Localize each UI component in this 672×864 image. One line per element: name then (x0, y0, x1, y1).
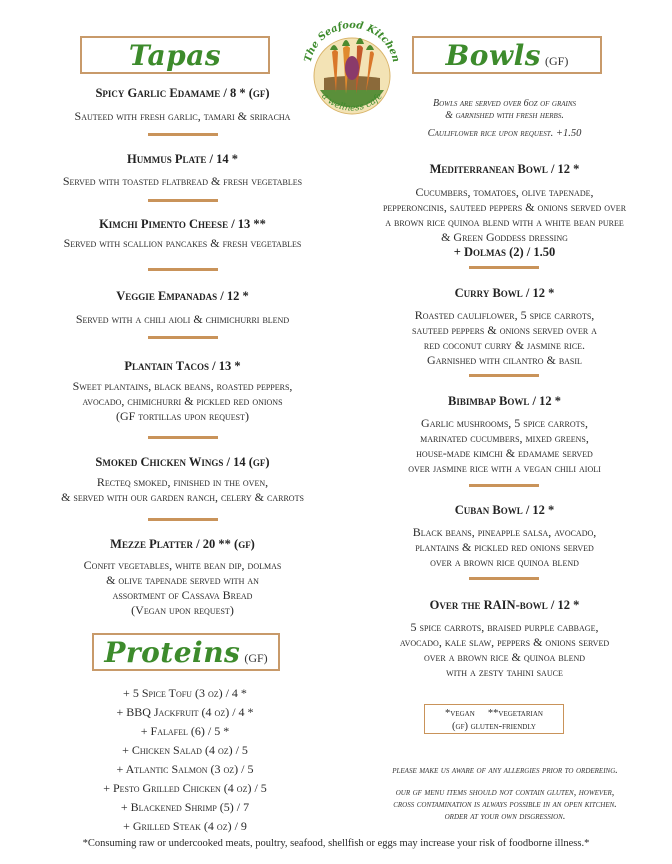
protein-item: + Grilled Steak (4 oz) / 9 (123, 819, 247, 833)
bowls-title: Bowls (445, 39, 541, 72)
item-desc-line: (GF tortillas upon request) (115, 409, 250, 423)
protein-item: + Pesto Grilled Chicken (4 oz) / 5 (103, 781, 267, 795)
divider (469, 577, 539, 580)
logo-emblem-icon (302, 18, 402, 130)
item-desc-line: house-made kimchi & edamame served (416, 446, 593, 460)
footer-disclaimer: *Consuming raw or undercooked meats, poultry, seafood, shellfish or eggs may increase your risk of foodborne illness.* (82, 838, 590, 849)
proteins-list (70, 684, 300, 836)
divider (148, 336, 218, 339)
item-desc-line: Confit vegetables, white bean dip, dolmas (83, 558, 282, 572)
allergy-note: please make us aware of any allergies prior to ordereing. (392, 765, 618, 776)
gf-note-line: order at your own disgression. (444, 811, 566, 822)
protein-item: + Falafel (6) / 5 * (140, 724, 230, 738)
item-desc-line: (Vegan upon request) (131, 603, 234, 617)
divider (148, 133, 218, 136)
protein-item: + Chicken Salad (4 oz) / 5 (122, 743, 248, 757)
item-desc-line: marinated cucumbers, mixed greens, (420, 431, 589, 445)
protein-item: + BBQ Jackfruit (4 oz) / 4 * (116, 705, 254, 719)
tapas-item-mezze (60, 537, 305, 618)
tapas-item-plantain-tacos (60, 359, 305, 424)
bowls-sub: (GF) (545, 54, 569, 68)
proteins-sub: (GF) (244, 651, 268, 665)
tapas-item-empanadas (60, 289, 305, 327)
protein-item: + Blackened Shrimp (5) / 7 (120, 800, 250, 814)
tapas-item-wings (60, 455, 305, 505)
item-desc-line: sauteed peppers & onions served over a (412, 323, 597, 337)
item-desc-line: Roasted cauliflower, 5 spice carrots, (414, 308, 595, 322)
bowl-item-mediterranean (382, 162, 627, 260)
item-desc: Served with toasted flatbread & fresh vegetables (62, 174, 303, 188)
legend-vegan: *vegan (445, 708, 475, 719)
item-desc-line: Garlic mushrooms, 5 spice carrots, (421, 416, 588, 430)
item-name: Veggie Empanadas / 12 * (116, 289, 249, 303)
divider (469, 266, 539, 269)
bowl-item-cuban (392, 503, 617, 570)
tapas-title: Tapas (128, 39, 222, 72)
item-name: Cuban Bowl / 12 * (454, 503, 555, 517)
item-desc-line: Garnished with cilantro & basil (427, 353, 582, 367)
item-desc-line: & Green Goddess dressing (441, 230, 568, 244)
item-desc-line: Cucumbers, tomatoes, olive tapenade, (415, 185, 594, 199)
item-name: Spicy Garlic Edamame / 8 * (gf) (95, 86, 270, 100)
item-desc-line: Sweet plantains, black beans, roasted peppers, (72, 379, 293, 393)
gf-note-line: cross contamination is always possible in an open kitchen. (393, 799, 617, 810)
logo-bottom-text: a wellness cafe (319, 91, 385, 114)
item-name: Hummus Plate / 14 * (127, 152, 238, 166)
tapas-header-box (80, 36, 270, 74)
item-name: Mediterranean Bowl / 12 * (429, 162, 580, 176)
item-desc: Sauteed with fresh garlic, tamari & sriracha (74, 109, 291, 123)
bowls-intro (392, 98, 617, 140)
item-name: Smoked Chicken Wings / 14 (gf) (95, 455, 270, 469)
item-desc-line: with a zesty tahini sauce (446, 665, 563, 679)
divider (148, 268, 218, 271)
item-name: Bibimbap Bowl / 12 * (448, 394, 561, 408)
item-name: Plantain Tacos / 13 * (124, 359, 241, 373)
divider (469, 484, 539, 487)
item-name: Curry Bowl / 12 * (454, 286, 555, 300)
item-name: Mezze Platter / 20 ** (gf) (110, 537, 255, 551)
protein-item: + Atlantic Salmon (3 oz) / 5 (116, 762, 254, 776)
bowls-intro-line: Bowls are served over 6oz of grains (432, 98, 577, 109)
item-desc-line: 5 spice carrots, braised purple cabbage, (410, 620, 599, 634)
bowl-item-rainbowl (392, 598, 617, 680)
bowls-header-box (412, 36, 602, 74)
item-desc-line: a brown rice quinoa blend with a white bean puree (385, 215, 624, 229)
proteins-title: Proteins (104, 636, 241, 669)
item-desc-line: over a brown rice & quinoa blend (423, 650, 586, 664)
item-name: Over the RAIN-bowl / 12 * (429, 598, 580, 612)
item-desc-line: & olive tapenade served with an (106, 573, 259, 587)
protein-item: + 5 Spice Tofu (3 oz) / 4 * (123, 686, 247, 700)
logo-top-text: The Seafood Kitchen (302, 19, 402, 64)
item-desc-line: assortment of Cassava Bread (112, 588, 253, 602)
item-name: Kimchi Pimento Cheese / 13 ** (99, 217, 266, 231)
divider (148, 199, 218, 202)
bowls-intro-line: Cauliflower rice upon request. +1.50 (427, 128, 582, 139)
legend-gluten-friendly: (gf) gluten-friendly (452, 721, 536, 732)
item-extra: + Dolmas (2) / 1.50 (453, 245, 556, 259)
divider (469, 374, 539, 377)
notes (355, 765, 655, 823)
item-desc-line: over a brown rice quinoa blend (430, 555, 579, 569)
item-desc-line: Black beans, pineapple salsa, avocado, (412, 525, 597, 539)
item-desc-line: red coconut curry & jasmine rice. (423, 338, 586, 352)
item-desc: Served with a chili aioli & chimichurri blend (75, 312, 290, 326)
item-desc: Served with scallion pancakes & fresh vegetables (63, 236, 302, 250)
bowls-intro-line: & garnished with fresh herbs. (445, 110, 564, 121)
item-desc-line: & served with our garden ranch, celery & carrots (61, 490, 304, 504)
item-desc-line: Recteq smoked, finished in the oven, (96, 475, 269, 489)
tapas-item-edamame (60, 86, 305, 124)
legend-vegetarian: **vegetarian (487, 708, 543, 719)
proteins-header-box (92, 633, 280, 671)
tapas-item-kimchi (60, 217, 305, 251)
item-desc-line: plantains & pickled red onions served (415, 540, 594, 554)
bowl-item-bibimbap (392, 394, 617, 476)
logo (302, 18, 402, 130)
tapas-item-hummus (60, 152, 305, 189)
divider (148, 436, 218, 439)
item-desc-line: over jasmine rice with a vegan chili aioli (408, 461, 601, 475)
divider (148, 518, 218, 521)
item-desc-line: pepperoncinis, sauteed peppers & onions served over (382, 200, 627, 214)
item-desc-line: avocado, chimichurri & pickled red onions (82, 394, 283, 408)
legend-box (424, 704, 564, 734)
item-desc-line: avocado, kale slaw, peppers & onions served (399, 635, 610, 649)
bowl-item-curry (392, 286, 617, 368)
gf-note-line: our gf menu items should not contain gluten, however, (395, 787, 615, 798)
